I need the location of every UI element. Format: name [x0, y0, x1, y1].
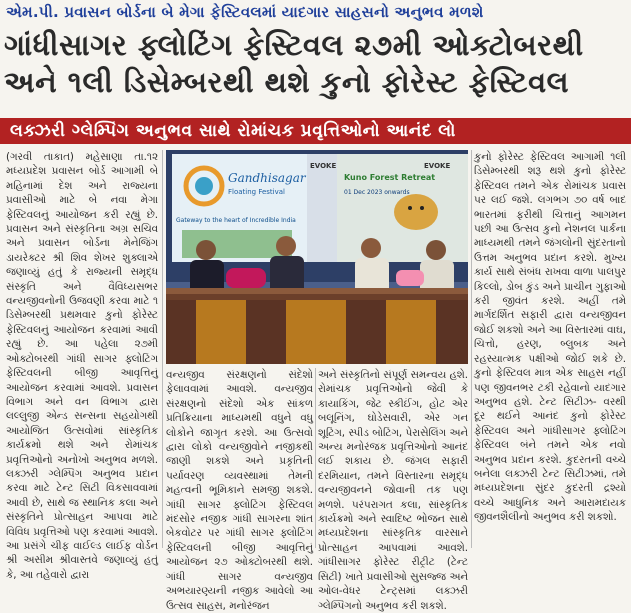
subhead-banner: લક્ઝરી ગ્લેમ્પિંગ અનુભવ સાથે રોમાંચક પ્રવૃત્તિઓનો આનંદ લો — [0, 118, 631, 144]
evoke-logo-right: EVOKE — [424, 162, 451, 170]
kuno-date: 01 Dec 2023 onwards — [344, 189, 410, 196]
headline-line-1: ગાંધીસાગર ફ્લોટિંગ ફેસ્ટિવલ ૨૭મી ઓક્ટોબરથી — [4, 28, 584, 62]
article-column-1: (ગરવી તાકાત) મહેસાણા તા.૧૨ મધ્યપ્રદેશ પ્રવાસન બોર્ડ આગામી બે મહિનામાં દેશ અને રાજ્યના પ્રવાસીઓ માટે બે નવા મેગા ફેસ્ટિવલનું આયોજન કરી રહ્યું છે. પ્રવાસન અને સંસ્કૃતિના અગ્ર સચિવ અને પ્રવાસન બોર્ડના મેનેજિંગ ડાયરેક્ટર શ્રી શિવ શેખર શુક્લાએ જણાવ્યું હતું કે રાજ્યની સમૃદ્ધ સંસ્કૃતિ અને વૈવિધ્યસભર વન્યજીવનોની ઉજવણી કરવા માટે ૧ ડિસેમ્બરથી પ્રથમવાર કુનો ફોરેસ્ટ ફેસ્ટિવલનું આયોજન કરવામાં આવી રહ્યું છે. આ પહેલા ૨૭મી ઓક્ટોબરથી ગાંધી સાગર ફ્લોટિંગ ફેસ્ટિવલની બીજી આવૃત્તિનું આયોજન કરવામાં આવશે. પ્રવાસન વિભાગ અને વન વિભાગ દ્વારા લલ્લુજી એન્ડ સન્સના સહયોગથી આયોજિત ઉત્સવોમાં સાંસ્કૃતિક કાર્યક્રમો થશે અને રોમાંચક પ્રવૃત્તિઓનો અનોખો અનુભવ મળશે. લક્ઝરી ગ્લેમ્પિંગ અનુભવ પ્રદાન કરવા માટે ટેન્ટ સિટી વિકસાવવામાં આવી છે, સાથે જ સ્થાનિક કલા અને સંસ્કૃતિને પ્રોત્સાહન આપવા માટે વિવિધ પ્રવૃત્તિઓ પણ કરવામાં આવશે. આ પ્રસંગે ચીફ વાઈલ્ડ લાઈફ વોર્ડન શ્રી અસીમ શ્રીવાસ્તવે જણાવ્યું હતું કે, આ તહેવારો દ્વારા — [6, 151, 158, 581]
evoke-logo-left: EVOKE — [310, 162, 337, 170]
article-column-2: વન્યજીવ સંરક્ષણનો સંદેશો ફેલાવવામાં આવશે. વન્યજીવ સંરક્ષણનો સંદેશો એક સાંકળ પ્રતિક્રિયાના માધ્યમથી વધુને વધુ લોકોને જાગૃત કરશે. આ ઉત્સવો દ્વારા લોકો વન્યજીવોને નજીકથી જાણી શકશે અને પ્રકૃતિની પર્યાવરણ વ્યવસ્થામાં તેમની મહત્વની ભૂમિકાને સમજી શકશે. ગાંધી સાગર ફ્લોટિંગ ફેસ્ટિવલ મંદસોર નજીક ગાંધી સાગરના શાંત બેકવોટર પર ગાંધી સાગર ફ્લોટિંગ ફેસ્ટિવલની બીજી આવૃત્તિનું આયોજન ૨૭ ઓક્ટોબરથી થશે. ગાંધી સાગર વન્યજીવ અભયારણ્યની નજીક આવેલો આ ઉત્સવ સાહસ, મનોરંજન — [166, 369, 313, 612]
column-divider — [471, 150, 472, 548]
kicker-line: એમ.પી. પ્રવાસન બોર્ડના બે મેગા ફેસ્ટિવલમાં યાદગાર સાહસનો અનુભવ મળશે — [6, 3, 484, 21]
screen-subtitle: Floating Festival — [228, 188, 286, 196]
press-conference-photo — [166, 150, 468, 364]
article-column-4: કુનો ફોરેસ્ટ ફેસ્ટિવલ આગામી ૧લી ડિસેમ્બરથી શરૂ થશે કુનો ફોરેસ્ટ ફેસ્ટિવલ તમને એક રોમાંચક પ્રવાસ પર લઈ જશે. લગભગ ૭૦ વર્ષ બાદ ભારતમાં ફરીથી ચિત્તાનું આગમન પછી આ ઉત્સવ કુનો નેશનલ પાર્કના માધ્યમથી તમને જંગલોની સુંદરતાનો ઉત્તમ અનુભવ પ્રદાન કરશે. મુખ્ય કાર્ય સાથે સંબંધ રાખવા વાળા પાલપુર કિલ્લો, ડોબ કુંડ અને પ્રાચીન ગુફાઓ કરી જીવંત કરશે. અહીં તમે માર્ગદર્શિત સફારી દ્વારા વન્યજીવન જોઈ શકશો અને આ વિસ્તારમાં વાઘ, ચિત્તો, હરણ, બ્લુબક અને રહસ્યાત્મક પક્ષીઓ જોઈ શકે છે. કુનો ફેસ્ટિવલ માત્ર એક સાહસ નહીં પણ જીવનભર ટકી રહેવાનો યાદગાર અનુભવ હશે. ટેન્ટ સિટીઝ- વરથી દૂર થઈને આનંદ કુનો ફોરેસ્ટ ફેસ્ટિવલ અને ગાંધીસાગર ફ્લોટિંગ ફેસ્ટિવલ બંને તમને એક નવો અનુભવ પ્રદાન કરશે. કુદરતની વચ્ચે બનેલા લક્ઝરી ટેન્ટ સિટીઝમાં, તમે મધ્યપ્રદેશના સુંદર કુદરતી દ્રશ્યો વચ્ચે આધુનિક અને આરામદાયક જીવનશૈલીનો અનુભવ કરી શકશો. — [474, 151, 626, 524]
screen-tagline: Gateway to the heart of Incredible India — [176, 217, 296, 224]
kuno-title: Kuno Forest Retreat — [344, 173, 436, 182]
column-divider — [315, 368, 316, 548]
screen-brand: Gandhisagar — [228, 171, 306, 185]
headline-line-2: અને ૧લી ડિસેમ્બરથી થશે કુનો ફોરેસ્ટ ફેસ્ટિવલ — [4, 65, 570, 99]
headline — [4, 27, 627, 101]
article-column-3: અને સંસ્કૃતિનો સંપૂર્ણ સમન્વય હશે. રોમાંચક પ્રવૃત્તિઓનો જેવી કે કાયાકિંગ, જેટ સ્કીઈંગ, હોટ એર બલૂનિંગ, ઘોડેસવારી, એર ગન શૂટિંગ, સ્પીડ બોટિંગ, પેરાસેલિંગ અને અન્ય મનોરંજક પ્રવૃત્તિઓનો આનંદ લઈ શકાય છે. જંગલ સફારી દરમિયાન, તમને વિસ્તારના સમૃદ્ધ વન્યજીવનને જોવાની તક પણ મળશે. પરંપરાગત કલા, સાંસ્કૃતિક કાર્યક્રમો અને સ્વાદિષ્ટ ભોજન સાથે મધ્યપ્રદેશના સાંસ્કૃતિક વારસાને પ્રોત્સાહન આપવામાં આવશે. ગાંધીસાગર ફોરેસ્ટ રીટ્રીટ (ટેન્ટ સિટી) ખાતે પ્રવાસીઓ સુસજ્જ અને ઓલ-વેધર ટેન્ટ્સમાં લક્ઝરી ગ્લેમ્પિંગનો અનુભવ કરી શકશે. — [318, 369, 468, 612]
column-divider — [162, 150, 163, 548]
